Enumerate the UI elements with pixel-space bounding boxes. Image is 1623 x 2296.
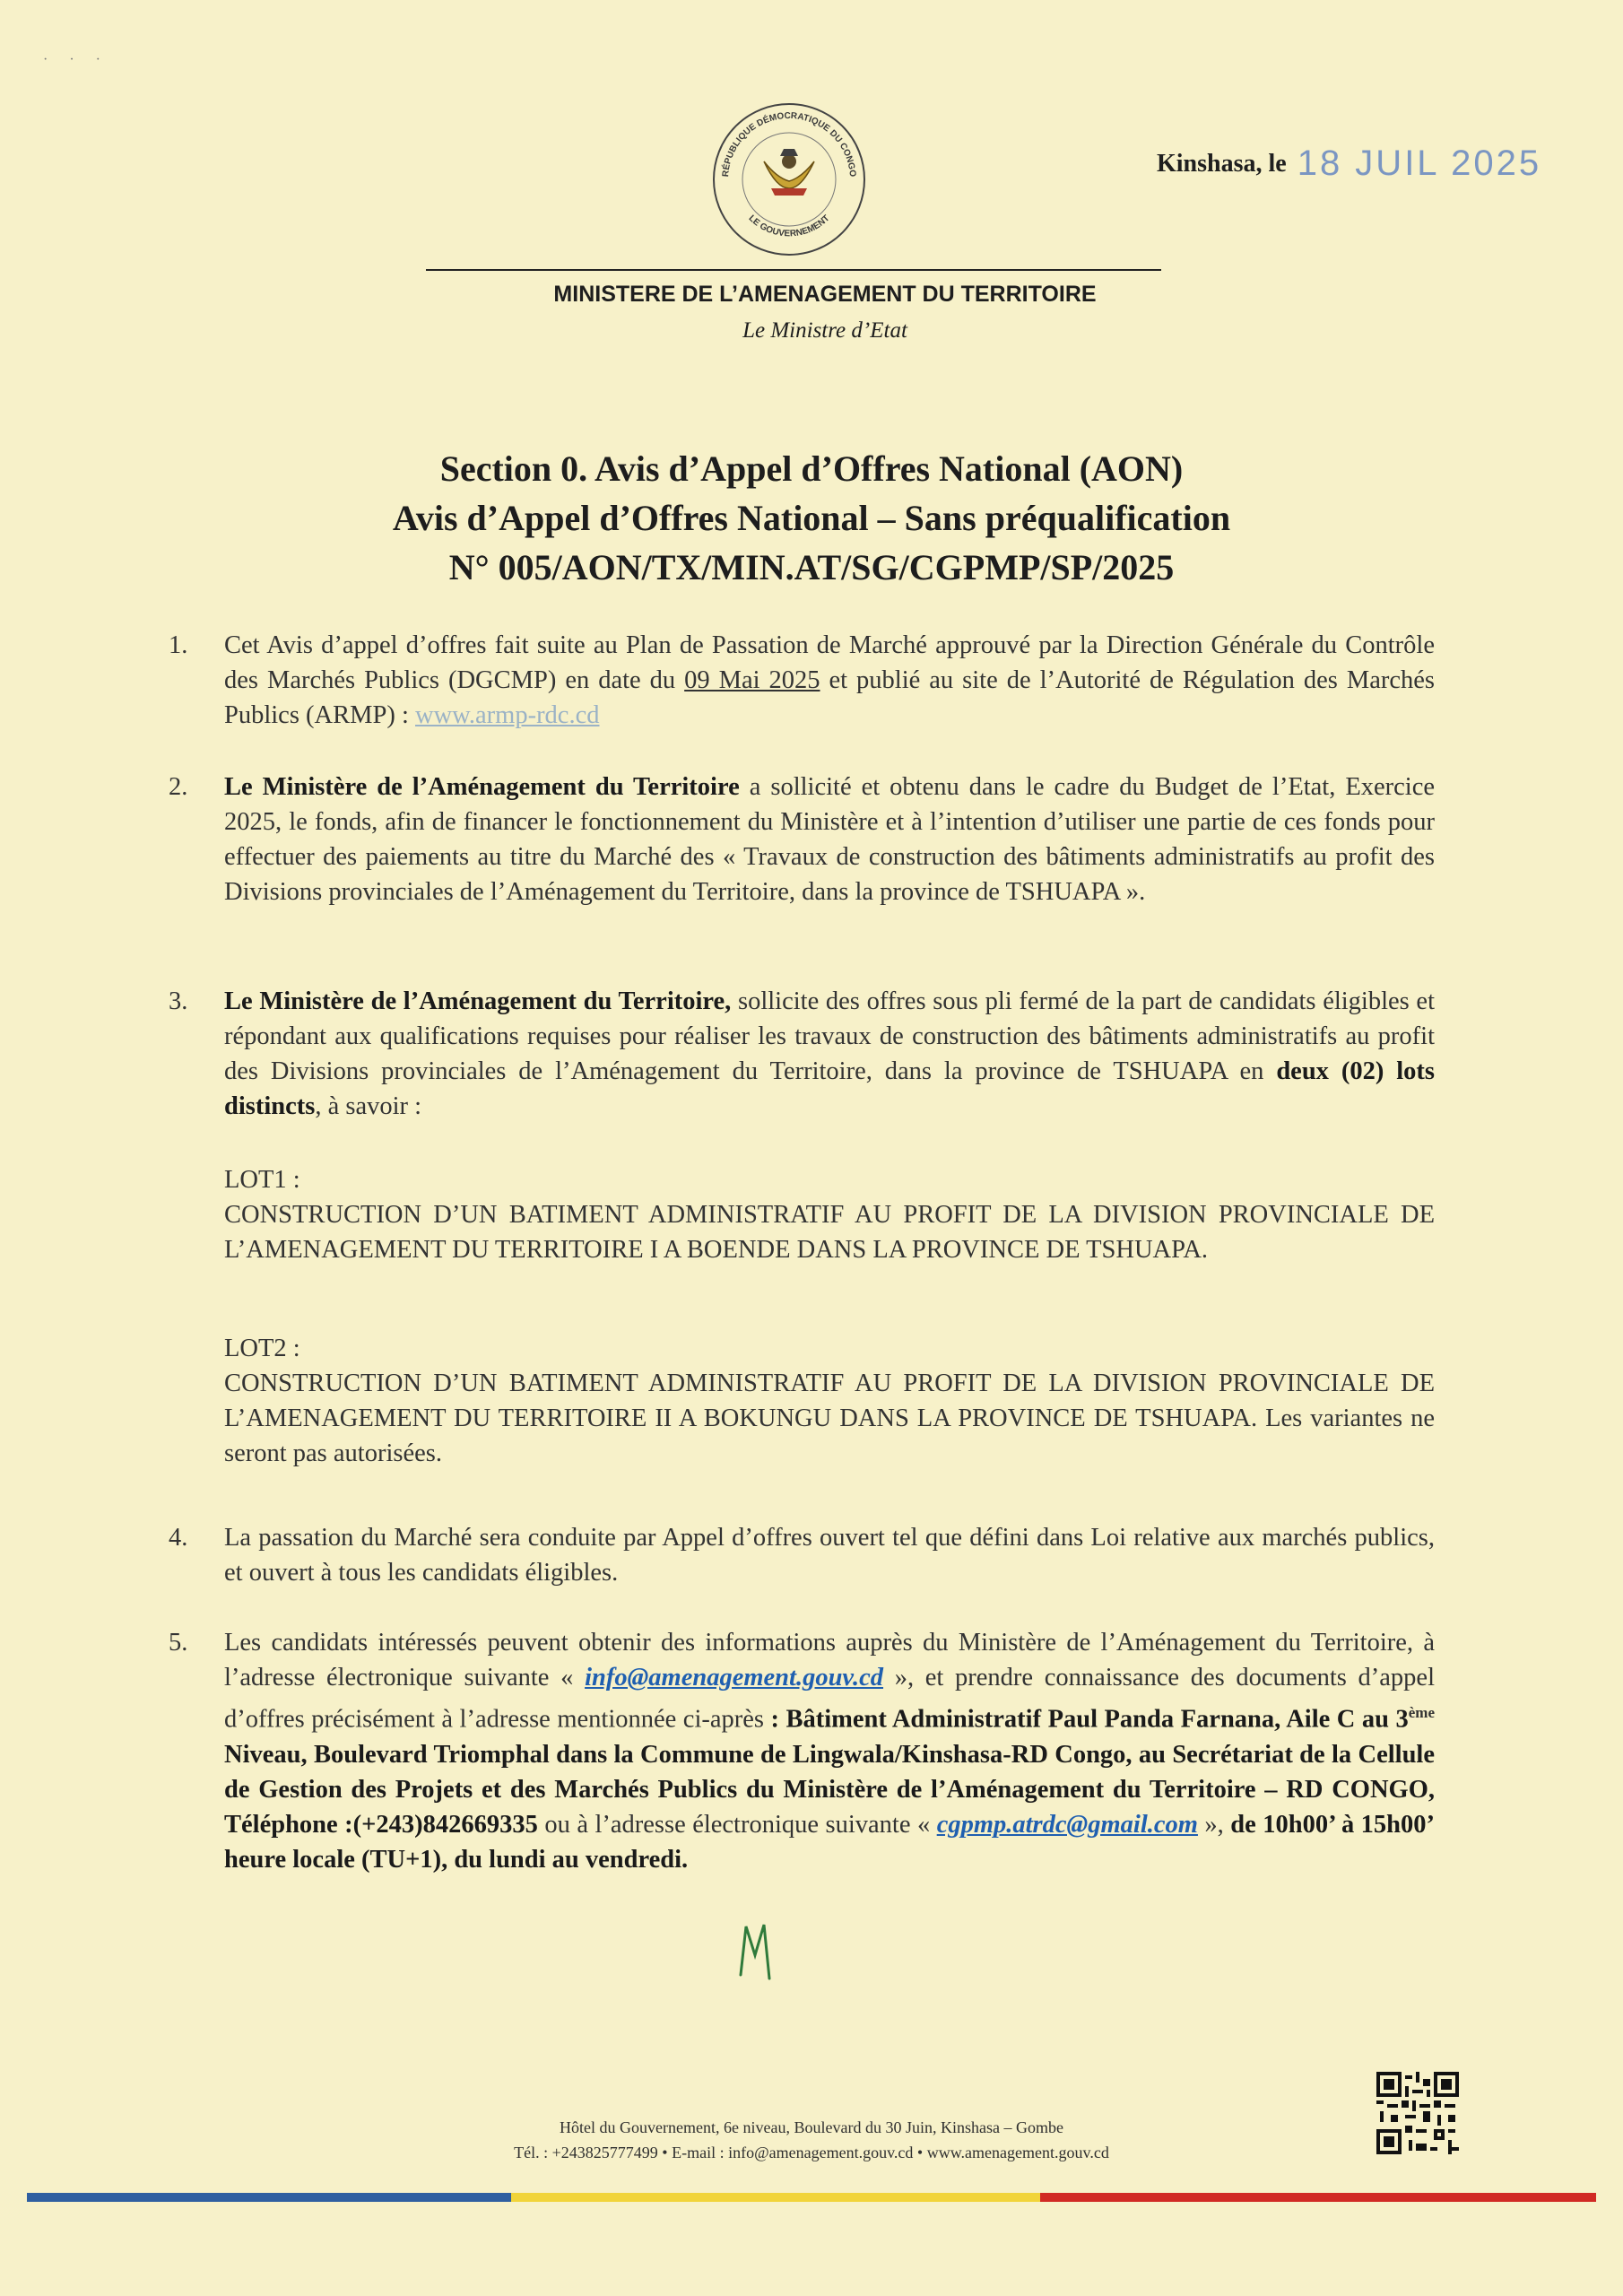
coat-of-arms-seal-icon (708, 99, 870, 260)
lot-2 (224, 1331, 1435, 1471)
item-number: 1. (169, 631, 188, 659)
footer-address: Hôtel du Gouvernement, 6e niveau, Boulevard du 30 Juin, Kinshasa – Gombe (560, 2118, 1063, 2136)
footer-contact: Tél. : +243825777499 • E-mail : info@amenagement.gouv.cd • www.amenagement.gouv.cd (514, 2144, 1109, 2161)
title-line-1: Section 0. Avis d’Appel d’Offres National (AON) (439, 448, 1184, 489)
approval-date: 09 Mai 2025 (684, 666, 820, 694)
title-line-3: N° 005/AON/TX/MIN.AT/SG/CGPMP/SP/2025 (448, 547, 1175, 587)
footer-stripe-yellow (511, 2193, 1040, 2202)
minister-title: Le Ministre d’Etat (742, 318, 907, 343)
scan-marks: · · · (43, 52, 109, 67)
list-item: Le Ministère de l’Aménagement du Territoire, sollicite des offres sous pli fermé de la part de candidats éligibles et répondant aux qualifications requises pour réaliser les travaux de construction des bâtiments administratifs au profit des Divisions provinciales de l’Aménagement du Territoire, dans la province de TSHUAPA en deux (02) lots distincts, à savoir : (224, 987, 1436, 1120)
armp-link[interactable]: www.armp-rdc.cd (415, 701, 600, 729)
list-item: Cet Avis d’appel d’offres fait suite au Plan de Passation de Marché approuvé par la Direction Générale du Contrôle des Marchés Publics (DGCMP) en date du 09 Mai 2025 et publié au site de l’Autorité de Régulation des Marchés Publics (ARMP) : www.armp-rdc.cd (224, 631, 1435, 729)
ministry-name: MINISTERE DE L’AMENAGEMENT DU TERRITOIRE (553, 282, 1097, 307)
item-number: 3. (169, 987, 188, 1015)
initials-mark-icon (733, 1919, 778, 1982)
item-number: 5. (169, 1629, 188, 1657)
title-line-2: Avis d’Appel d’Offres National – Sans préqualification (392, 498, 1231, 538)
lot-description: CONSTRUCTION D’UN BATIMENT ADMINISTRATIF AU PROFIT DE LA DIVISION PROVINCIALE DE L’AMENAGEMENT DU TERRITOIRE II A BOKUNGU DANS LA PROVINCE DE TSHUAPA. (224, 1370, 1435, 1432)
header-divider (426, 269, 1161, 271)
seal-text-bottom: LE GOUVERNEMENT (746, 213, 832, 239)
cgpmp-email-link[interactable]: cgpmp.atrdc@gmail.com (936, 1810, 1198, 1839)
list-item: La passation du Marché sera conduite par Appel d’offres ouvert tel que défini dans Loi relative aux marchés publics, et ouvert à tous les candidats éligibles. (224, 1524, 1435, 1587)
info-email-link[interactable]: info@amenagement.gouv.cd (585, 1664, 884, 1692)
lot-label: LOT1 : (224, 1166, 300, 1194)
notice-titles (0, 444, 1623, 592)
date-stamp: 18 JUIL 2025 (1297, 144, 1542, 183)
lot-1 (224, 1162, 1435, 1267)
footer-stripe-red (1040, 2193, 1596, 2202)
lot-description: CONSTRUCTION D’UN BATIMENT ADMINISTRATIF AU PROFIT DE LA DIVISION PROVINCIALE DE L’AMENAGEMENT DU TERRITOIRE I A BOENDE DANS LA PROVINCE DE TSHUAPA. (224, 1201, 1435, 1264)
variants-note: Les variantes ne seront pas autorisées. (224, 1405, 1435, 1467)
footer-stripe-blue (27, 2193, 511, 2202)
date-prefix: Kinshasa, le (1157, 150, 1287, 178)
date-line (1157, 140, 1542, 183)
lot-label: LOT2 : (224, 1335, 300, 1362)
item-number: 2. (169, 773, 188, 801)
item-number: 4. (169, 1524, 188, 1552)
list-item: Le Ministère de l’Aménagement du Territoire a sollicité et obtenu dans le cadre du Budget de l’Etat, Exercice 2025, le fonds, afin de financer le fonctionnement du Ministère et à l’intention d’utiliser une partie de ces fonds pour effectuer des paiements au titre du Marché des « Travaux de construction des bâtiments administratifs au profit des Divisions provinciales de l’Aménagement du Territoire, dans la province de TSHUAPA ». (224, 773, 1435, 906)
qr-code-icon[interactable] (1376, 2072, 1459, 2154)
seal-text-top: RÉPUBLIQUE DÉMOCRATIQUE DU CONGO (720, 110, 858, 178)
list-item: Les candidats intéressés peuvent obtenir des informations auprès du Ministère de l’Aménagement du Territoire, à l’adresse électronique suivante « info@amenagement.gouv.cd », et prendre connaissance des documents d’appel d’offres précisément à l’adresse mentionnée ci-après : Bâtiment Administratif Paul Panda Farnana, Aile C au 3ème Niveau, Boulevard Triomphal dans la Commune de Lingwala/Kinshasa-RD Congo, au Secrétariat de la Cellule de Gestion des Projets et des Marchés Publics du Ministère de l’Aménagement du Territoire – RD CONGO, Téléphone :(+243)842669335 ou à l’adresse électronique suivante « cgpmp.atrdc@gmail.com », de 10h00’ à 15h00’ heure locale (TU+1), du lundi au vendredi. (224, 1629, 1436, 1874)
